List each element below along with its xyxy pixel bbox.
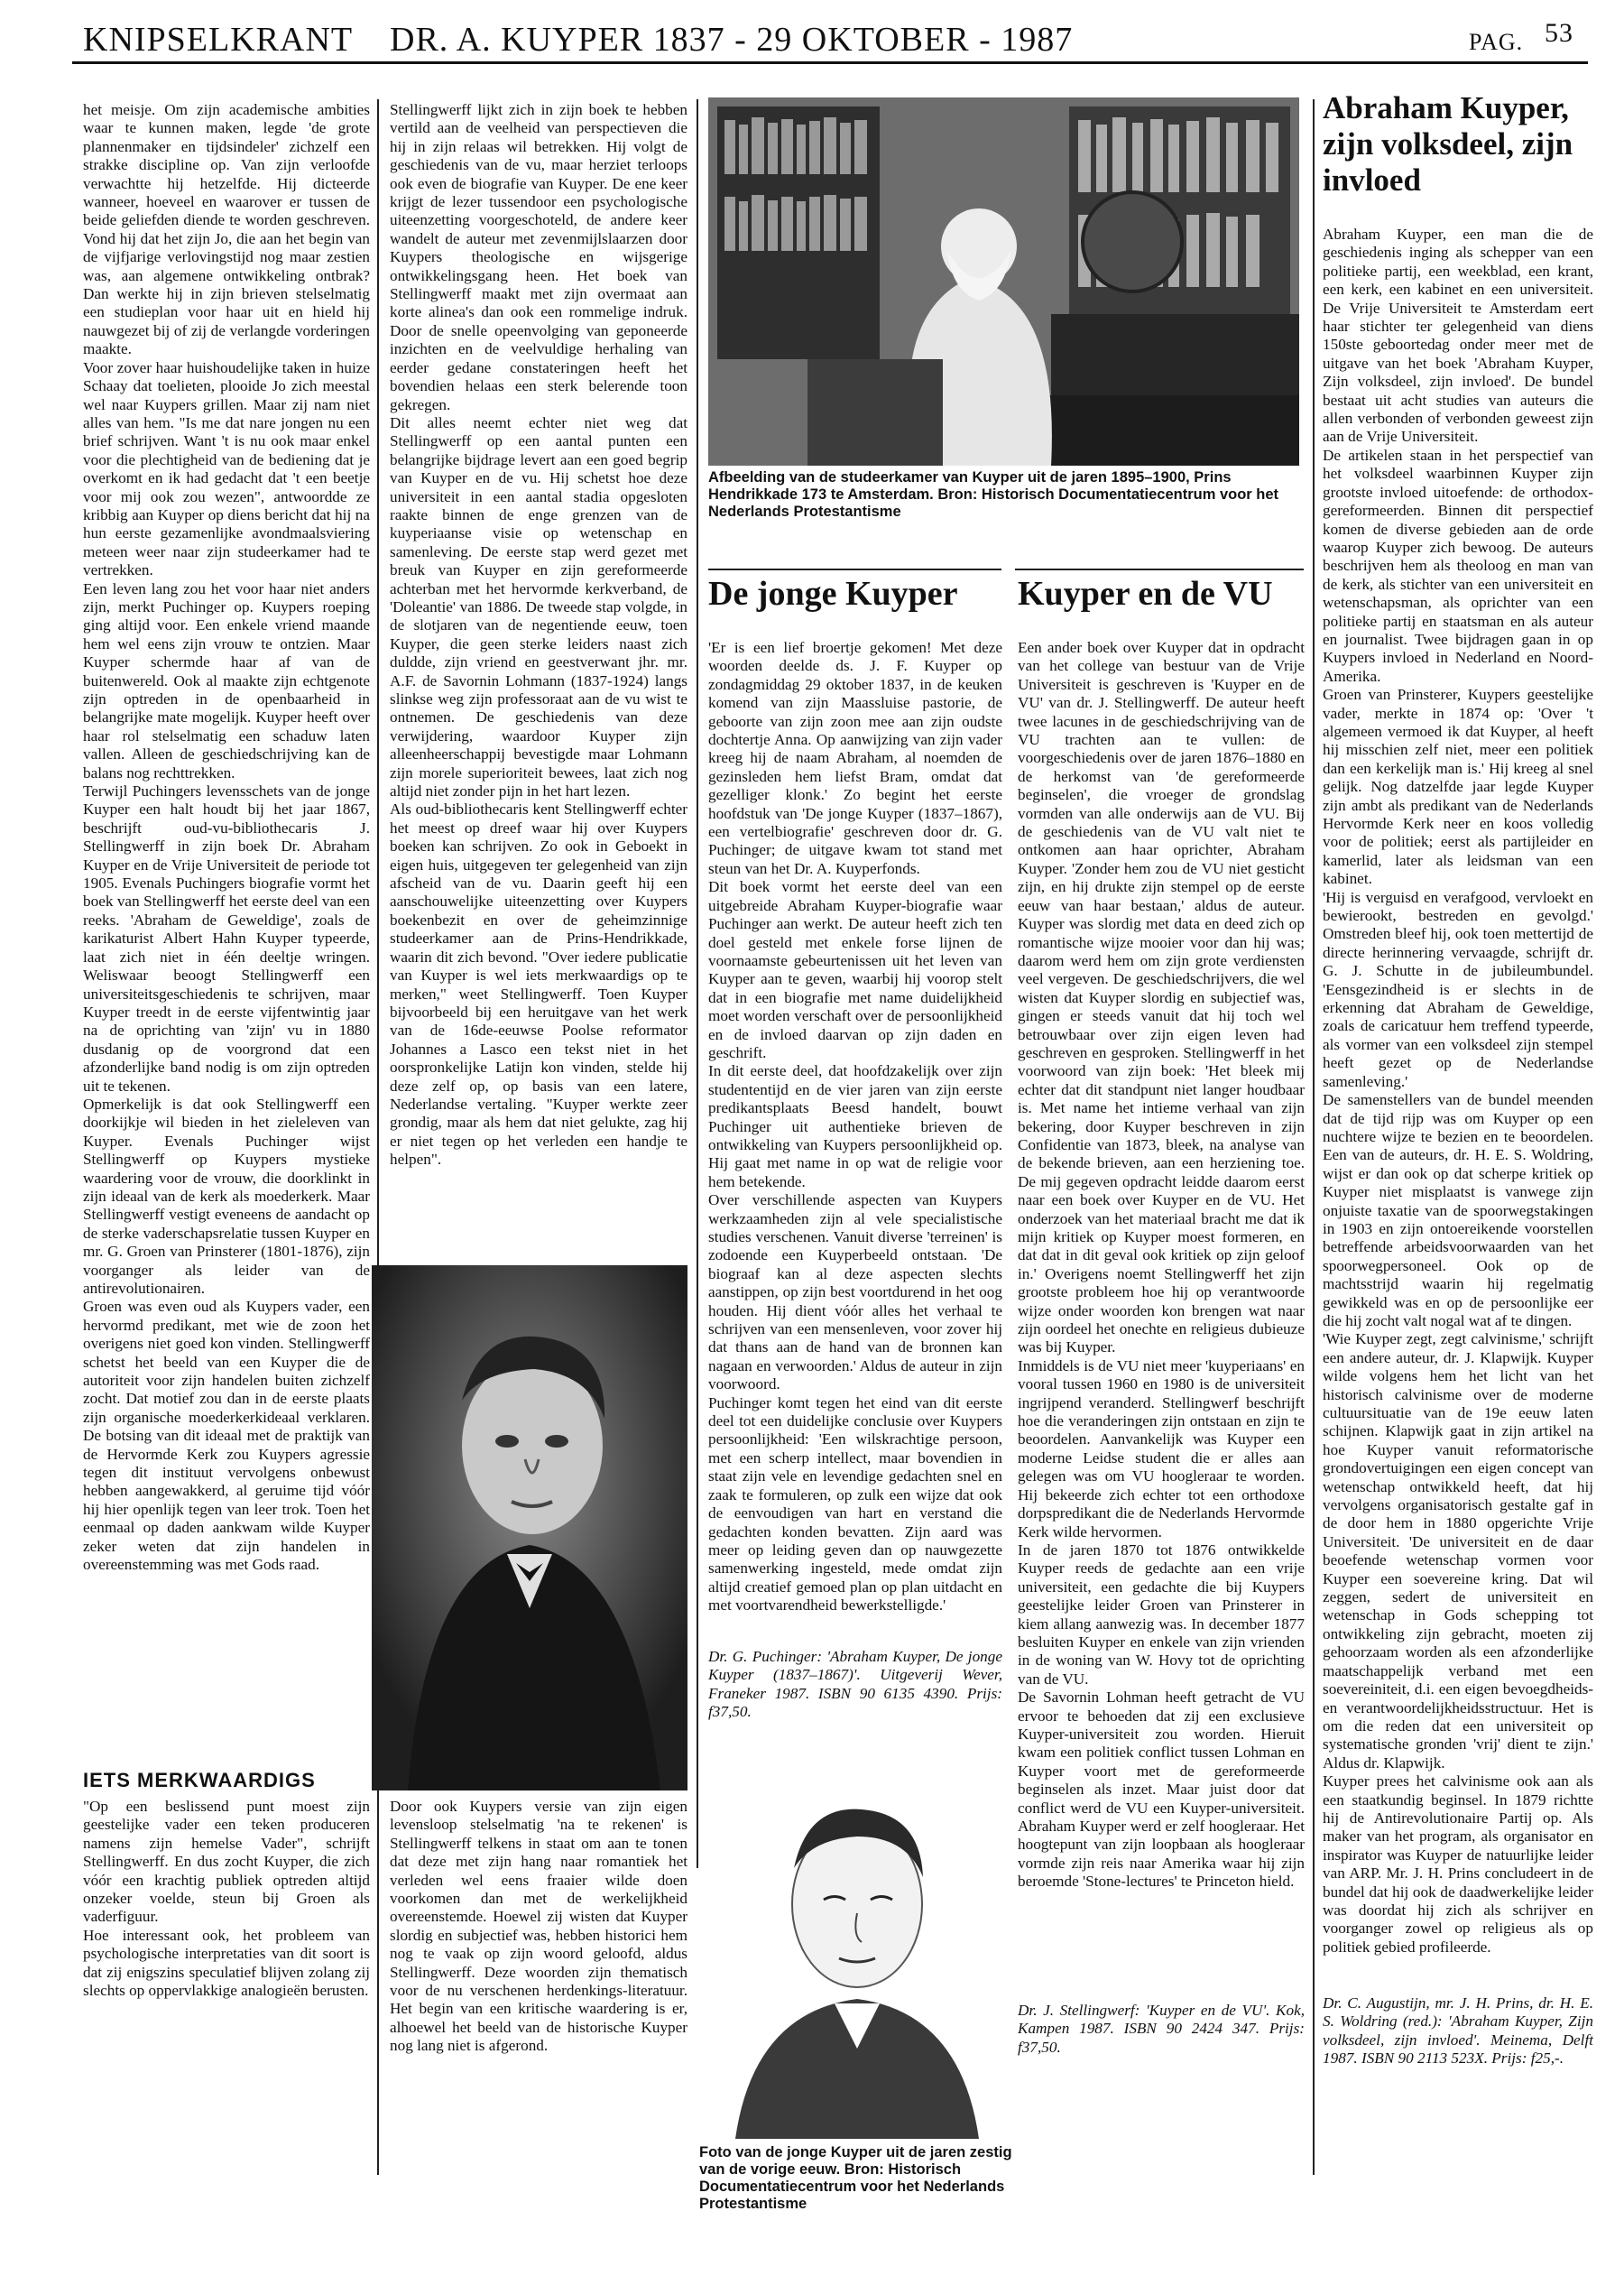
col1-para: het meisje. Om zijn academische ambities waar te kunnen maken, legde 'de grote plannenmaker en tijdsindeler' zichzelf een strakke discipline op. Van zijn verloofde verwachtte hij hetzelfde. Hij dicteerde wanneer, hoeveel en waarover er tussen de beide geliefden diende te worden geschreven. Vond hij dat het zijn Jo, die aan het begin van de vijfjarige verlovingstijd nog maar zestien was, aan algemene ontwikkeling ontbrak? Dan werkte hij in zijn brieven stelselmatig een studieplan voor haar uit en hield hij nauwgezet bij of zij de verlangde vorderingen maakte. [83,101,370,358]
jonge-para: Dit boek vormt het eerste deel van een uitgebreide Abraham Kuyper-biografie waar Puchinger aan werkt. De auteur heeft zich ten doel gesteld met enkele forse lijnen de voornaamste gebeurtenissen uit het leven van Kuyper aan te geven, waarbij hij voorop stelt dat in een biografie met name duidelijkheid moet worden verschaft over de persoonlijkheid en de invloed daarvan op zijn daden en geschrift. [708,878,1002,1061]
volksdeel-para: De artikelen staan in het perspectief van het volksdeel waarbinnen Kuyper zijn grootste invloed uitoefende: de orthodox-gereformeerden. Binnen dit perspectief komen de diverse gebieden aan de orde waarop Kuyper zich bewoog. De auteurs beschrijven hem als theoloog en man van de kerk, als stichter van een universiteit en wetenschapsman, als oprichter van een politieke partij en staatsman en als auteur en journalist. Twee bijdragen gaan in op Kuypers invloed in Nederland en Noord-Amerika. [1323,446,1593,685]
study-room-illustration [708,97,1299,466]
volksdeel-para: 'Hij is verguisd en verafgood, vervloekt en bewierookt, bestreden en gevolgd.' Omstreden bleef hij, ook toen mettertijd de directe herinnering vervaagde, schrijft dr. G. J. Schutte in de jubileumbundel. 'Eensgezindheid is er slechts in de erkenning dat Abraham de Geweldige, zoals de caricatuur hem treffend typeerde, als vormer van een volksdeel zijn stempel heeft gezet op de Nederlandse samenleving.' [1323,888,1593,1090]
portrait-photo-kuyper [372,1265,687,1790]
study-room-photo [708,97,1299,466]
col2-para: Als oud-bibliothecaris kent Stellingwerff echter het meest op dreef waar hij over Kuypers boeken kan schrijven. Zo ook in Geboekt in eigen huis, uitgegeven ter gelegenheid van zijn afscheid van de vu. Daarin geeft hij een aanschouwelijke uiteenzetting over Kuypers boekenbezit en over de geheimzinnige studeerkamer aan de Prins-Hendrikkade, waarin dit zich bevond. "Over iedere publicatie van Kuyper is wel iets merkwaardigs op te merken," weet Stellingwerff. Toen Kuyper bijvoorbeeld bij een heruitgave van het werk van de 16de-eeuwse Poolse reformator Johannes a Lasco een tekst niet in het oorspronkelijke Latijn kon vinden, stelde hij deze zelf op, op basis van een latere, Nederlandse vertaling. "Kuyper werkte zeer grondig, maar als hem dat niet gelukte, zag hij er niet tegen op het verleden een handje te helpen". [390,800,687,1169]
vu-credit: Dr. J. Stellingwerf: 'Kuyper en de VU'. Kok, Kampen 1987. ISBN 90 2424 347. Prijs: f37,50. [1018,2002,1305,2056]
article-kuyper-vu-text [1018,639,1305,1994]
header-title: DR. A. KUYPER 1837 - 29 OKTOBER - 1987 [390,21,1074,59]
jonge-para: In dit eerste deel, dat hoofdzakelijk over zijn studententijd en de vier jaren van zijn eerste predikantsplaats Beesd handelt, bouwt Puchinger uit authentieke brieven de ontwikkeling van Kuypers persoonlijkheid op. Hij gaat met name in op wat de religie voor hem betekende. [708,1062,1002,1190]
young-kuyper-photo [708,1742,1006,2139]
col2-para: Door ook Kuypers versie van zijn eigen levensloop stelselmatig 'na te rekenen' is Stellingwerff telkens in staat om aan te tonen dat deze met zijn hang naar romantiek het verleden wel eens fraaier wilde doen voorkomen dan met de werkelijkheid overeenstemde. Hoewel zij wisten dat Kuyper slordig en subjectief was, hebben historici hem nog te vaak op zijn woord geloofd, aldus Stellingwerff. Deze woorden zijn thematisch voor de nu verschenen herdenkings-literatuur. Het begin van een kritische waardering is er, alhoewel het beeld van de historische Kuyper nog lang niet is afgerond. [390,1798,687,2055]
volksdeel-para: Abraham Kuyper, een man die de geschiedenis inging als schepper van een politieke partij, een weekblad, een krant, een kerk, een kabinet en een universiteit. De Vrije Universiteit te Amsterdam eert haar stichter ter gelegenheid van diens 150ste geboortedag onder meer met de uitgave van het boek 'Abraham Kuyper, Zijn volksdeel, zijn invloed'. De bundel bestaat uit acht studies van auteurs die allen verbonden of verbonden geweest zijn aan de Vrije Universiteit. [1323,226,1593,446]
col1-para: Een leven lang zou het voor haar niet anders zijn, merkt Puchinger op. Kuypers roeping ging altijd voor. Een enkele vriend maande hem wel eens zijn vrouw te ontzien. Maar Kuyper schermde haar af van de buitenwereld. Ook al maakte zijn echtgenote zijn optreden in de openbaarheid in belangrijke mate mogelijk. Kuyper heeft over haar rol stelselmatig een schaduw laten vallen. Alleen de geschiedschrijving kan de balans nog rechttrekken. [83,579,370,782]
jonge-para: Puchinger komt tegen het eind van dit eerste deel tot een duidelijke conclusie over Kuypers persoonlijkheid: 'Een wilskrachtige persoon, met een scherp intellect, maar bovendien in staat zijn vele en levendige gedachten snel en zaak te formuleren, op zulk een wijze dat ook de eenvoudigen van hart en verstand die gedachten konden bevatten. Zijn aard was meer op leiding geven dan op nauwgezette samenwerking ingesteld, mede omdat zijn altijd creatief gemoed plan op plan uitdacht en met voortvarendheid bewerkstelligde.' [708,1393,1002,1614]
col1-para: Hoe interessant ook, het probleem van psychologische interpretaties van dit soort is dat zij enigszins speculatief blijven zolang zij slechts op oppervlakkige analogieën berusten. [83,1926,370,2000]
header-rule [72,61,1588,64]
vu-para: In de jaren 1870 tot 1876 ontwikkelde Kuyper reeds de gedachte aan een vrije universiteit, een gedachte die bij Kuypers geestelijke leider Groen van Prinsterer in kiem allang aanwezig was. In december 1877 besluiten Kuyper en enkele van zijn vrienden in de woning van W. Hovy tot de oprichting van de VU. [1018,1540,1305,1688]
study-photo-caption: Afbeelding van de studeerkamer van Kuyper uit de jaren 1895–1900, Prins Hendrikkade 173 te Amsterdam. Bron: Historisch Documentatiecentrum voor het Nederlands Protestantisme [708,469,1279,520]
rule-jonge [708,569,1001,570]
page-number: 53 [1545,18,1573,48]
column-rule-3 [1313,99,1315,2175]
col2-para: Dit alles neemt echter niet weg dat Stellingwerff op een aantal punten een belangrijke bijdrage levert aan een goed begrip van Kuyper en de vu. Hij schetst hoe deze universiteit in een aantal stadia opgesloten raakte binnen de enge grenzen van de kuyperiaanse visie op wetenschap en samenleving. De eerste stap werd gezet met breuk van Kuyper en zijn gereformeerde achterban met het hervormde kerkverband, de 'Doleantie' van 1886. De tweede stap volgde, in de slotjaren van de negentiende eeuw, toen Kuyper, die geen sterke leiders naast zich duldde, zijn vriend en geestverwant jhr. mr. A.F. de Savornin Lohmann (1837-1924) langs slinkse weg zijn professoraat aan de vu wist te ontnemen. De geschiedenis van deze verwijdering, waardoor Kuyper zijn alleenheerschappij bevestigde maar Lohmann zijn morele superioriteit bewees, laat zich nog altijd niet zonder pijn in het hart lezen. [390,413,687,800]
vu-para: De Savornin Lohman heeft getracht de VU ervoor te behoeden dat zij een exclusieve Kuyper-universiteit zou worden. Hieruit kwam een politiek conflict tussen Lohman en Kuyper voort met de gereformeerde beginselen als inzet. Maar juist door dat conflict werd de VU een Kuyper-universiteit. Abraham Kuyper werd er zelf hoogleraar. Het hoogtepunt van zijn loopbaan als hoogleraar vormde zijn reis naar Amerika waar hij zijn beroemde 'Stone-lectures' te Princeton hield. [1018,1688,1305,1891]
headline-kuyper-en-de-vu: Kuyper en de VU [1018,575,1273,613]
column-2-text [390,101,687,1249]
headline-volksdeel: Abraham Kuyper, zijn volksdeel, zijn invloed [1323,90,1573,198]
young-kuyper-caption: Foto van de jonge Kuyper uit de jaren zestig van de vorige eeuw. Bron: Historisch Documentatiecentrum voor het Nederlands Protestantisme [699,2144,1012,2212]
article-jonge-kuyper-text [708,639,1002,1642]
column-rule-1 [377,99,379,2175]
col2-para: Stellingwerff lijkt zich in zijn boek te hebben vertild aan de veelheid van perspectieven die hij in zijn relaas wil betrekken. Hij volgt de geschiedenis van de vu, maar herziet terloops ook even de biografie van Kuyper. De ene keer krijgt de lezer tussendoor een psychologische uiteenzetting voorgeschoteld, de andere keer wandelt de auteur met zevenmijlslaarzen door Kuypers theologische en wijsgerige ontwikkelingsgang heen. Het boek van Stellingwerff maakt met zijn overmaat aan korte alinea's dan ook een rommelige indruk. Door de snelle opeenvolging van geponeerde inzichten en de veelvuldige herhaling van eerder gedane constateringen heeft het bovendien helaas een sterk belerende toon gekregen. [390,101,687,413]
jonge-para: Over verschillende aspecten van Kuypers werkzaamheden zijn al vele specialistische studies verschenen. Vanuit diverse 'terreinen' is zodoende een Kuyperbeeld ontstaan. 'De biograaf kan al deze aspecten slechts aanstippen, op zijn best voortdurend in het oog houden. Hij dient vóór alles het verhaal te schrijven van een mensenleven, voor zover hij dat thans aan de hand van de bronnen kan nagaan en verwoorden.' Aldus de auteur in zijn voorwoord. [708,1191,1002,1393]
jonge-credit: Dr. G. Puchinger: 'Abraham Kuyper, De jonge Kuyper (1837–1867)'. Uitgeverij Wever, Franeker 1987. ISBN 90 6135 4390. Prijs: f37,50. [708,1648,1002,1721]
headline-de-jonge-kuyper: De jonge Kuyper [708,575,958,613]
vu-para: Inmiddels is de VU niet meer 'kuyperiaans' en vooral tussen 1960 en 1980 is de universiteit ingrijpend veranderd. Stellingwerf beschrijft hoe die veranderingen zijn ontstaan en zijn te beoordelen. Aanvankelijk was Kuyper een moderne Leidse student die er alles aan gelegen was om VU hoogleraar te worden. Hij bekeerde zich echter tot een orthodoxe dorpspredikant die de Nederlands Hervormde Kerk wilde hervormen. [1018,1356,1305,1540]
page-label: PAG. [1469,29,1524,55]
subhead-iets-merkwaardigs: IETS MERKWAARDIGS [83,1769,316,1791]
volksdeel-para: 'Wie Kuyper zegt, zegt calvinisme,' schrijft een andere auteur, dr. J. Klapwijk. Kuyper wilde volgens hem het licht van het historisch calvinisme over de moderne cultuursituatie van de 19e eeuw laten schijnen. Klapwijk gaat in zijn artikel na hoe Kuyper vanuit reformatorische grondovertuigingen een eigen concept van wetenschap ontwikkeld heeft, dat hij vervolgens organisatorisch gestalte gaf in de door hem in 1880 opgerichte Vrije Universiteit. 'De universiteit en de daar beoefende wetenschap vormen voor Kuyper een soevereine kring. Dat wil zeggen, sedert de universiteit en wetenschap in Gods schepping tot ontwikkeling zijn gebracht, moeten zij gehoorzaam worden als een afzonderlijke maatschappelijk verband met een soevereiniteit, d.i. een eigen bevoegdheids- en verantwoordelijkheidsstructuur. Het is om die reden dat een universiteit op systematische gronden 'vrij' dient te zijn.' Aldus dr. Klapwijk. [1323,1330,1593,1772]
volksdeel-para: De samenstellers van de bundel meenden dat de tijd rijp was om Kuyper op een nuchtere wijze te bezien en te beoordelen. Een van de auteurs, dr. H. E. S. Woldring, wijst er dan ook op dat scherpe kritiek op Kuyper niet misplaatst is vanwege zijn onjuiste taxatie van de spoorwegstakingen in 1903 en zijn ontoereikende voorstellen betreffende arbeidsvoorwaarden van het spoorwegpersoneel. Ook op de machtsstrijd waarin hij regelmatig gewikkeld was en op de persoonlijke eer die hij zocht valt nogal wat af te dingen. [1323,1091,1593,1329]
volksdeel-para: Groen van Prinsterer, Kuypers geestelijke vader, merkte in 1874 op: 'Over 't algemeen vermoed ik dat Kuyper, al heeft hij misschien zelf niet, meer een politiek dan een kerkelijk man is.' Hij kreeg al snel gelijk. Nog datzelfde jaar legde Kuyper zijn ambt als predikant van de Nederlands Hervormde Kerk neer en koos volledig voor de politiek; eerst als partijleider en kamerlid, later als leidsman van een kabinet. [1323,686,1593,888]
col1-para: Voor zover haar huishoudelijke taken in huize Schaay dat toelieten, plooide Jo zich meestal wel naar Kuypers grillen. Maar zij nam niet alles van hem. "Is me dat nare jongen nu een brief schrijven. Want 't is nu ook maar enkel voor die plechtigheid van de bediening dat je overkomt en ik had gedacht dat 't een beetje voor mij ook zou wezen", antwoordde ze kribbig aan Kuyper op diens bericht dat hij na hun eerste gezamenlijke avondmaalsviering meteen weer naar zijn studeerkamer had te vertrekken. [83,358,370,579]
vu-para: Een ander boek over Kuyper dat in opdracht van het college van bestuur van de Vrije Universiteit is geschreven is 'Kuyper en de VU' van dr. J. Stellingwerff. De auteur heeft twee lacunes in de geschiedschrijving van de VU trachten aan te vullen: de voorgeschiedenis over de jaren 1876–1880 en de herkomst van 'de gereformeerde beginselen', die vroeger de grondslag vormden van alle onderwijs aan de VU. Bij de geschiedenis van de VU valt niet te ontkomen aan haar oprichter, Abraham Kuyper. 'Zonder hem zou de VU niet gesticht zijn, en hij drukte zijn stempel op de eerste eeuw van haar bestaan,' aldus de auteur. Kuyper was slordig met data en deed zich op romantische wijze mooier voor dan hij was; daarom werd hem om zijn grote verdiensten veel vergeven. De geschiedschrijvers, die wel wisten dat Kuyper slordig en subjectief was, gingen er steeds vanuit dat hij toch wel betrouwbaar over zijn eigen leven had geschreven en gesproken. Stellingwerff in het voorwoord van zijn boek: 'Het bleek mij echter dat dit standpunt niet langer houdbaar is. Met name het intieme verhaal van zijn bekering, door Kuyper beschreven in zijn Confidentie van 1873, bleek, na analyse van de bekende brieven, aan een herziening toe. De mij gegeven opdracht leidde daarom eerst naar een boek over Kuyper en de VU. Het onderzoek van het materiaal bracht me dat ik mijn kritiek op Kuyper moest formeren, en dat dat in dit geval ook kritiek op zijn geloof in.' Overigens noemt Stellingwerff het zijn grootste probleem hoe hij op verantwoorde wijze onder woorden kon brengen wat naar zijn oordeel het onechte en religieus dubieuze was bij Kuyper. [1018,639,1305,1356]
column-1-text [83,101,370,1762]
column-2-text-bottom [390,1798,687,2177]
rule-vu [1015,569,1304,570]
col1-para: Opmerkelijk is dat ook Stellingwerff een doorkijkje wil bieden in het zieleleven van Kuyper. Evenals Puchinger wijst Stellingwerff op Kuypers mystieke waardering voor de vrouw, die doorklinkt in zijn ideaal van de kerk als moederkerk. Maar Stellingwerff vestigt eveneens de aandacht op de sterke vaderschapsrelatie tussen Kuyper en mr. G. Groen van Prinsterer (1801-1876), zijn voorganger als leider van de antirevolutionairen. [83,1095,370,1297]
clipping-label: KNIPSELKRANT [83,21,354,59]
volksdeel-credit: Dr. C. Augustijn, mr. J. H. Prins, dr. H. E. S. Woldring (red.): 'Abraham Kuyper, Zijn volksdeel, zijn invloed'. Meinema, Delft 1987. ISBN 90 2113 523X. Prijs: f25,-. [1323,1994,1593,2068]
jonge-para: 'Er is een lief broertje gekomen! Met deze woorden deelde ds. J. F. Kuyper op zondagmiddag 29 oktober 1837, in de keuken komend van zijn Maassluise pastorie, de geboorte van zijn zoon mee aan zijn oudste dochtertje Anna. Op aanwijzing van zijn vader kreeg hij de naam Abraham, al noemden de gezinsleden hem liefst Bram, omdat dat gezelliger klonk.' Zo begint het eerste hoofdstuk van 'De jonge Kuyper (1837–1867), een vertelbiografie' geschreven door dr. G. Puchinger; de uitgave kwam tot stand met steun van het Dr. A. Kuyperfonds. [708,639,1002,877]
young-kuyper-illustration [708,1742,1006,2139]
col1-para: "Op een beslissend punt moest zijn geestelijke vader een teken produceren namens zijn hemelse Vader", schrijft Stellingwerff. En dus zocht Kuyper, die zich vóór een krachtig publiek optreden altijd onzeker voelde, steun bij Groen als vaderfiguur. [83,1798,370,1926]
volksdeel-para: Kuyper prees het calvinisme ook aan als een staatkundig beginsel. In 1879 richtte hij de Antirevolutionaire Partij op. Als maker van het program, als organisator en inspirator was Kuyper de natuurlijke leider van ARP. Mr. J. H. Prins concludeert in de bundel dat hij ook de daadwerkelijke leider was doordat hij zich als schrijver en voorganger zowel op religieus als op politiek gebied profileerde. [1323,1772,1593,1956]
column-1-text-bottom [83,1798,370,2177]
col1-para: Terwijl Puchingers levensschets van de jonge Kuyper een halt houdt bij het jaar 1867, beschrijft oud-vu-bibliothecaris J. Stellingwerff in zijn boek Dr. Abraham Kuyper en de Vrije Universiteit de periode tot 1905. Evenals Puchingers biografie vormt het boek van Stellingwerff het eerste deel van een reeks. 'Abraham de Geweldige', zoals de karikaturist Albert Hahn Kuyper typeerde, laat zich niet in één deeltje wringen. Weliswaar beoogt Stellingwerff een universiteitsgeschiedenis te schrijven, maar Kuyper treedt in de eerste vijfentwintig jaar na de oprichting van 'zijn' vu in 1880 dusdanig op de voorgrond dat een afzonderlijke band nodig is om zijn optreden uit te tekenen. [83,782,370,1095]
portrait-illustration [372,1265,687,1790]
column-rule-2 [697,99,698,1868]
col1-para: Groen was even oud als Kuypers vader, een hervormd predikant, met wie de zoon het overigens niet goed kon vinden. Stellingwerff schetst het beeld van een Kuyper die de autoriteit voor zijn handelen buiten zichzelf zocht. Dat motief zou dan in de eerste plaats zijn organische moederkerkideaal verklaren. De botsing van dit ideaal met de praktijk van de Hervormde Kerk zou Kuypers agressie tegen dit instituut vervolgens onbewust hebben aangewakkerd, al geruime tijd vóór hij hier openlijk tegen van leer trok. Toen het eenmaal op daden aankwam wilde Kuyper zeker weten dat zijn handelen in overeenstemming was met Gods raad. [83,1298,370,1574]
page-header [0,0,1624,68]
article-volksdeel-text [1323,226,1593,1985]
